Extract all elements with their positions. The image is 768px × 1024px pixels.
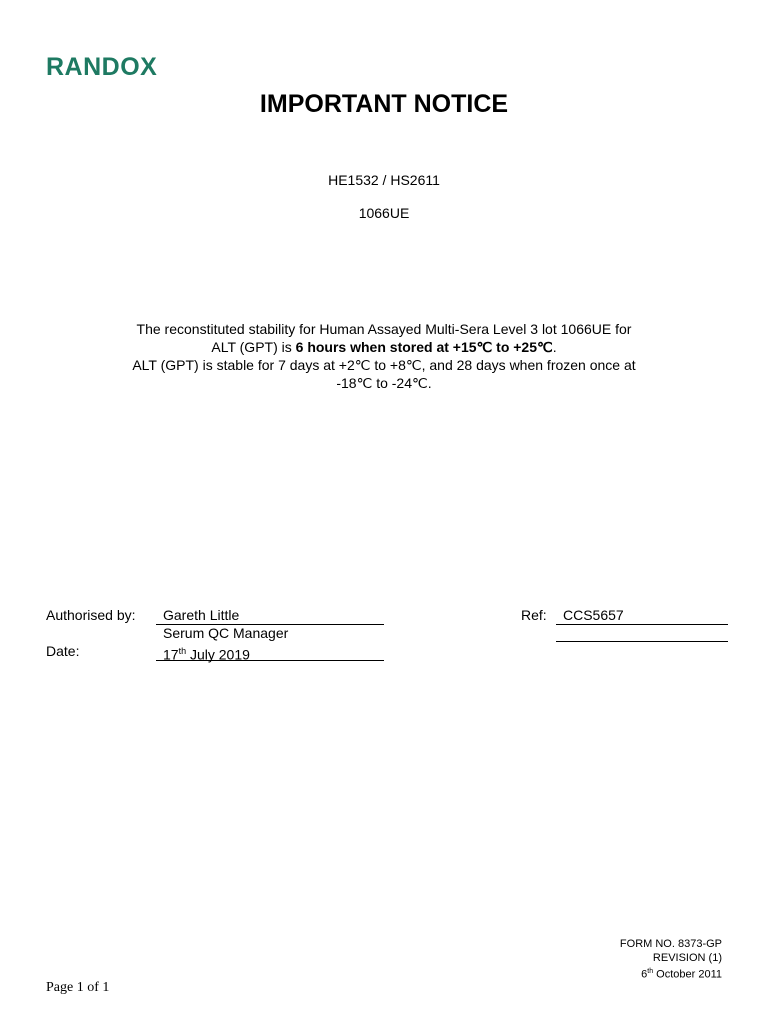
lot-number: 1066UE (358, 205, 410, 221)
date-day: 17 (163, 646, 179, 663)
ref-field: CCS5657 (556, 607, 728, 625)
notice-line-2-suffix: . (552, 339, 557, 355)
page-title: IMPORTANT NOTICE (259, 90, 509, 118)
notice-body (84, 320, 684, 392)
notice-line-4: -18℃ to -24℃. (336, 375, 432, 391)
randox-logo: RANDOX (46, 53, 158, 81)
rev-ordinal: th (647, 968, 654, 975)
page-number: Page 1 of 1 (46, 980, 110, 995)
ref-field-2 (556, 624, 728, 642)
authorised-role-field: Serum QC Manager (163, 625, 289, 641)
date-field (156, 643, 384, 661)
notice-line-2-prefix: ALT (GPT) is (211, 339, 296, 355)
ref-label: Ref: (521, 607, 547, 623)
product-codes: HE1532 / HS2611 (328, 172, 440, 188)
authorised-label: Authorised by: (46, 607, 136, 623)
date-ordinal: th (178, 646, 187, 656)
form-footer (620, 937, 722, 982)
rev-day: 6 (641, 968, 648, 981)
form-revision: REVISION (1) (652, 952, 722, 964)
authorised-name-field: Gareth Little (156, 607, 384, 625)
notice-line-1: The reconstituted stability for Human Assayed Multi-Sera Level 3 lot 1066UE for (136, 321, 632, 337)
rev-rest: October 2011 (653, 968, 722, 981)
date-label: Date: (46, 643, 80, 659)
form-revision-date (620, 965, 722, 982)
date-rest: July 2019 (186, 646, 250, 663)
notice-line-3: ALT (GPT) is stable for 7 days at +2℃ to +8℃, and 28 days when frozen once at (132, 357, 636, 373)
notice-line-2 (84, 338, 684, 356)
notice-stability-highlight: 6 hours when stored at +15℃ to +25℃ (295, 339, 553, 355)
form-number: FORM NO. 8373-GP (619, 938, 722, 950)
